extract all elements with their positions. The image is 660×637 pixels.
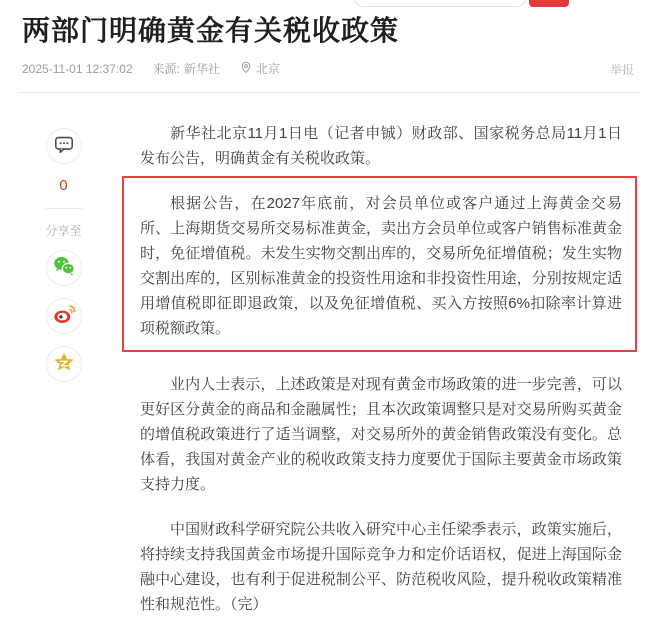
search-button[interactable] [529, 0, 569, 7]
paragraph-expert: 中国财政科学研究院公共收入研究中心主任梁季表示，政策实施后，将持续支持我国黄金市场提升国际竞争力和定价话语权，促进上海国际金融中心建设，也有利于促进税制公平、防范税收风险，提升税收政策精准性和规范性。（完） [140, 521, 622, 613]
location [240, 60, 280, 77]
wechat-icon [52, 254, 76, 283]
paragraph-lede: 新华社北京11月1日电（记者申铖）财政部、国家税务总局11月1日发布公告，明确黄金有关税收政策。 [140, 125, 622, 167]
rail-divider [46, 208, 82, 209]
paragraph-analysis: 业内人士表示，上述政策是对现有黄金市场政策的进一步完善，可以更好区分黄金的商品和金融属性；且本次政策调整只是对交易所购买黄金的增值税政策进行了适当调整，对交易所外的黄金销售政策没有变化。总体看，我国对黄金产业的税收政策支持力度要优于国际主要黄金市场政策支持力度。 [140, 376, 622, 493]
location-pin-icon [240, 61, 252, 77]
weibo-icon [52, 302, 76, 331]
page-title: 两部门明确黄金有关税收政策 [22, 15, 400, 46]
header-divider [18, 92, 642, 93]
comment-bubble-icon [53, 133, 75, 160]
share-wechat-button[interactable] [46, 250, 82, 286]
share-to-label: 分享至 [45, 224, 82, 238]
report-link[interactable]: 举报 [609, 63, 634, 77]
share-weibo-button[interactable] [46, 298, 82, 334]
share-favorite-button[interactable] [46, 346, 82, 382]
publish-timestamp: 2025-11-01 12:37:02 [22, 61, 133, 76]
star-icon [52, 350, 76, 379]
article-meta [22, 60, 622, 77]
source [153, 60, 220, 77]
article-header [22, 14, 622, 77]
paragraph-highlighted: 根据公告，在2027年底前，对会员单位或客户通过上海黄金交易所、上海期货交易所交易标准黄金，卖出方会员单位或客户销售标准黄金时，免征增值税。未发生实物交割出库的，交易所免征增值税；发生实物交割出库的，区别标准黄金的投资性用途和非投资性用途，分别按规定适用增值税即征即退政策，以及免征增值税、买入方按照6%扣除率计算进项税额政策。 [140, 195, 622, 337]
comment-button[interactable] [46, 128, 82, 164]
source-name[interactable]: 新华社 [183, 62, 220, 76]
search-input[interactable] [355, 0, 525, 7]
location-name: 北京 [255, 62, 280, 76]
source-label: 来源: [152, 62, 180, 76]
highlighted-policy-box [122, 176, 637, 352]
comment-count: 0 [59, 177, 68, 194]
article-body [140, 121, 622, 637]
share-rail [45, 128, 82, 388]
